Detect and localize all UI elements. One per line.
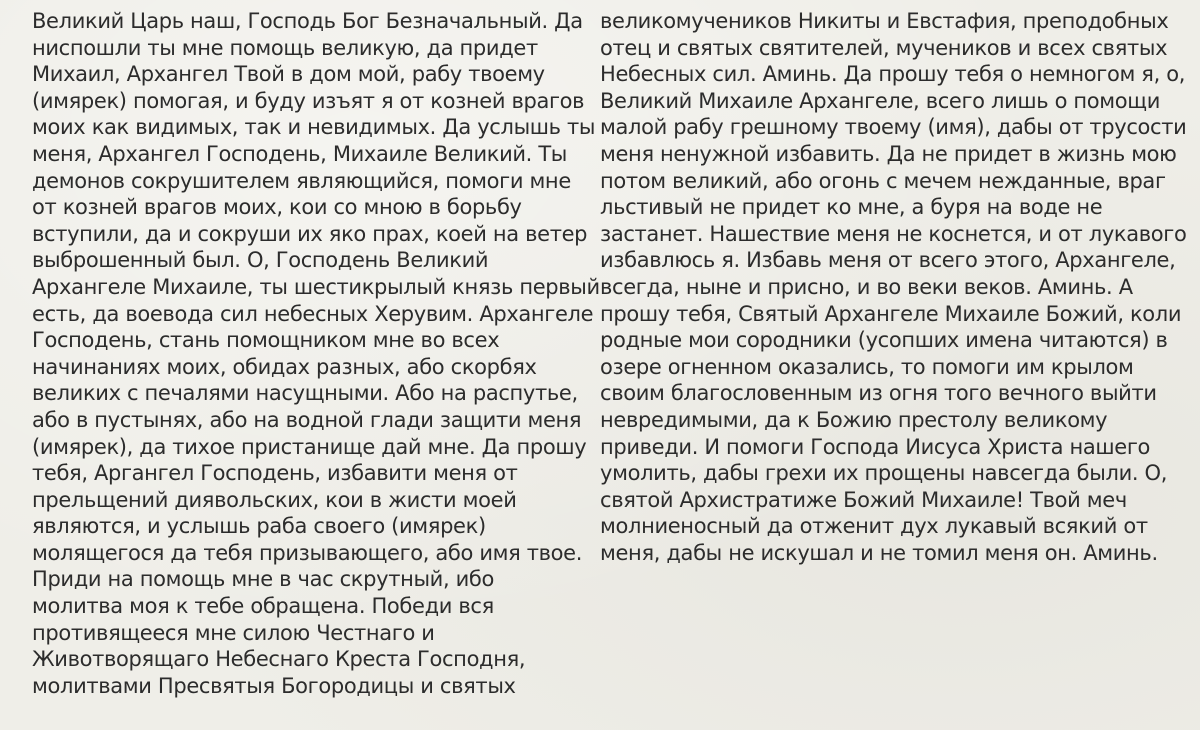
text-line: Архангеле Михаиле, ты шестикрылый князь первый (32, 274, 600, 299)
text-line: умолить, дабы грехи их прощены навсегда были. О, (600, 461, 1168, 486)
text-line: прельщений диявольских, кои в жисти моей (32, 487, 517, 512)
text-line: меня ненужной избавить. Да не придет в жизнь мою (600, 141, 1177, 166)
text-line: своим благословенным из огня того вечного выйти (600, 381, 1157, 406)
text-line: Животворящаго Небеснаго Креста Господня, (32, 647, 526, 672)
text-line: моих как видимых, так и невидимых. Да услышь ты (32, 115, 596, 140)
text-line: Великий Царь наш, Господь Бог Безначальный. Да (32, 9, 583, 33)
text-line: меня, Архангел Господень, Михаиле Великий. Ты (32, 141, 568, 166)
text-line: невредимыми, да к Божию престолу великому (600, 407, 1108, 432)
text-line: являются, и услышь раба своего (имярек) (32, 514, 486, 539)
text-line: прошу тебя, Святый Архангеле Михаиле Божий, коли (600, 301, 1182, 326)
text-line: малой рабу грешному твоему (имя), дабы от трусости (600, 115, 1187, 140)
text-line: Небесных сил. Аминь. Да прошу тебя о немногом я, о, (600, 62, 1186, 87)
text-line: противящееся мне силою Честнаго и (32, 620, 435, 645)
text-line: озере огненном оказались, то помоги им крылом (600, 354, 1134, 379)
text-line: меня, дабы не искушал и не томил меня он. Аминь. (600, 540, 1158, 565)
left-text-column (32, 8, 600, 699)
text-line: демонов сокрушителем являющийся, помоги мне (32, 168, 571, 193)
text-line: выброшенный был. О, Господень Великий (32, 248, 489, 273)
text-line: от козней врагов моих, кои со мною в борьбу (32, 195, 522, 220)
text-line: Приди на помощь мне в час скрутный, ибо (32, 567, 495, 592)
text-line: избавлюсь я. Избавь меня от всего этого, Архангеле, (600, 248, 1176, 273)
text-line: отец и святых святителей, мучеников и всех святых (600, 35, 1168, 60)
text-line: ниспошли ты мне помощь великую, да придет (32, 35, 538, 60)
text-line: святой Архистратиже Божий Михаиле! Твой меч (600, 487, 1127, 512)
text-line: молитва моя к тебе обращена. Победи вся (32, 594, 494, 619)
text-line: родные мои сородники (усопших имена читаются) в (600, 328, 1168, 353)
right-text-column (600, 8, 1186, 566)
text-line: (имярек) помогая, и буду изъят я от козней врагов (32, 88, 585, 113)
text-line: всегда, ныне и присно, и во веки веков. Аминь. А (600, 274, 1133, 299)
text-line: потом великий, або огонь с мечем нежданные, враг (600, 168, 1166, 193)
text-line: тебя, Аргангел Господень, избавити меня от (32, 461, 518, 486)
text-line: застанет. Нашествие меня не коснется, и от лукавого (600, 221, 1187, 246)
text-line: приведи. И помоги Господа Иисуса Христа нашего (600, 434, 1150, 459)
text-line: Михаил, Архангел Твой в дом мой, рабу твоему (32, 62, 545, 87)
text-line: (имярек), да тихое пристанище дай мне. Да прошу (32, 434, 587, 459)
text-line: великих с печалями насущными. Або на распутье, (32, 381, 578, 406)
text-line: есть, да воевода сил небесных Херувим. Архангеле (32, 301, 594, 326)
text-line: Великий Михаиле Архангеле, всего лишь о помощи (600, 88, 1161, 113)
text-line: великомучеников Никиты и Евстафия, преподобных (600, 9, 1169, 33)
text-line: молящегося да тебя призывающего, або имя твое. (32, 540, 583, 565)
text-line: льстивый не придет ко мне, а буря на воде не (600, 195, 1103, 220)
text-line: молитвами Пресвятыя Богородицы и святых (32, 673, 516, 698)
text-line: вступили, да и сокруши их яко прах, коей на ветер (32, 221, 588, 246)
text-line: Господень, стань помощником мне во всех (32, 328, 500, 353)
text-line: молниеносный да отженит дух лукавый всякий от (600, 514, 1148, 539)
text-line: або в пустынях, або на водной глади защити меня (32, 407, 582, 432)
text-line: начинаниях моих, обидах разных, або скорбях (32, 354, 537, 379)
